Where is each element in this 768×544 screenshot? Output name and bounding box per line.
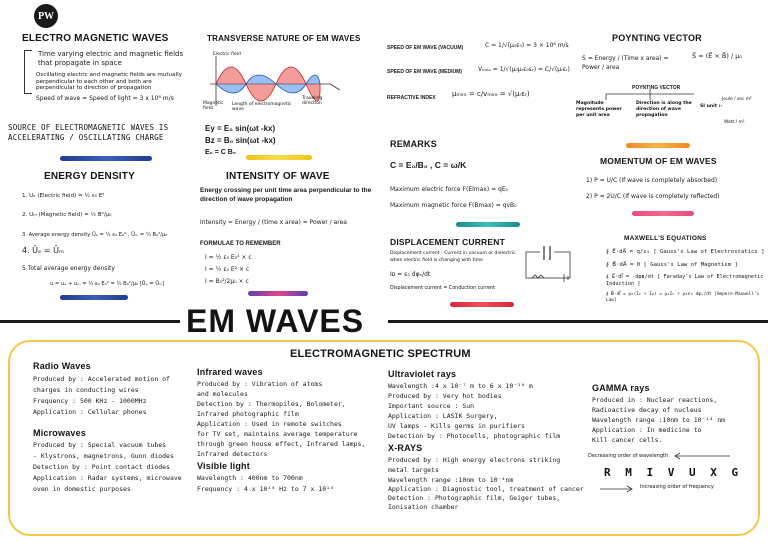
banner-title: EM WAVES [186,303,365,339]
visible-title: Visible light [197,461,250,471]
em-item-1: Time varying electric and magnetic fields that propagate in space [38,50,184,67]
infrared-line-6: for TV set, maintains average temperature [197,430,358,438]
label-direction: Traveling direction [302,96,323,106]
infrared-line-7: through green house effect, Infrared lamps, [197,440,366,448]
speed-vacuum-formula: C = 1/√(μ₀ε₀) = 3 × 10⁸ m/s [485,42,569,49]
em-bracket [24,50,32,94]
uv-line-5: UV lamps - Kills germs in purifiers [388,422,525,430]
refractive-formula: μₘₑₔ = c/vₘₑₔ = √(μᵣεᵣ) [452,90,530,98]
poynting-subtitle: POYNTING VECTOR [632,85,681,91]
energy-item-6: u = uₑ + uₘ = ½ ε₀ E₀² = ½ B₀²/μ₀ [Ūₑ = Ūₘ] [50,281,165,287]
poynting-direction-note: Direction is along the direction of wave propagation [636,101,692,118]
order-frequency-label: Increasing order of frequency [640,484,714,490]
ultraviolet-title: Ultraviolet rays [388,369,457,379]
microwaves-title: Microwaves [33,428,87,438]
microwaves-line-2: - Klystrons, magnetrons, Gunn diodes [33,452,174,460]
infrared-line-2: and molecules [197,390,248,398]
intensity-item-3: I = B₀²/2μ₀ × c [205,278,249,285]
maxwell-eq-1: ∮ E⃗·dA⃗ = q/ε₀ [ Gauss's Law of Electrostatics ] [606,249,765,255]
microwaves-line-1: Produced by : Special vacuum tubes [33,441,167,449]
xrays-line-5: Detection : Photographic film, Geiger tubes, [388,494,561,502]
em-item-3: Speed of wave = Speed of light = 3 x 10⁸ m/s [36,95,174,102]
order-wavelength-label: Decreasing order of wavelength [588,453,669,459]
energy-item-5: 5 Total average energy density [22,265,115,272]
label-wavelength: Length of electromagnetic wave [232,102,292,112]
xrays-title: X-RAYS [388,443,423,453]
intensity-item-2: I = ½ ε₀ E² × c [205,266,250,273]
intensity-item-1: I = ½ ε₀ E₀² × c [205,254,252,261]
em-waves-title: ELECTRO MAGNETIC WAVES [22,33,169,44]
gamma-line-2: Radioactive decay of nucleus [592,406,702,414]
momentum-item-1: 1) P = U/C (If wave is completely absorbed) [586,177,718,184]
intensity-definition: Energy crossing per unit time area perpendicular to the direction of wave propagation [200,187,372,203]
arrow-left-icon [672,452,732,460]
xrays-line-6: Ionisation chamber [388,503,459,511]
label-electric-field: Electric field [213,52,241,57]
infrared-line-8: Infrared detectors [197,450,268,458]
infrared-line-5: Application : Used in remote switches [197,420,342,428]
em-source-text: SOURCE OF ELECTROMAGNETIC WAVES IS ACCELERATING / OSCILLATING CHARGE [8,123,169,142]
momentum-title: MOMENTUM OF EM WAVES [600,156,717,166]
poynting-si-unit-1: Joule / sec m² [722,97,752,102]
visible-line-2: Frequency : 4 x 10¹⁴ Hz to 7 x 10¹⁴ [197,485,334,493]
gamma-title: GAMMA rays [592,383,650,393]
speed-medium-label: SPEED OF EM WAVE (MEDIUM) [387,69,462,75]
infrared-line-3: Detection by : Thermopiles, Bolometer, [197,400,346,408]
gamma-line-5: Kill cancer cells. [592,436,663,444]
poynting-formula-s: S = Energy / (Time x area) = Power / area [582,55,669,71]
remarks-title: REMARKS [390,139,437,149]
uv-line-3: Important source : Sun [388,402,475,410]
gamma-line-1: Produced in : Nuclear reactions, [592,396,718,404]
displacement-formula: Iᴅ = ε₀ dφₑ/dt [390,271,431,278]
poynting-si-label: SI unit :- [700,104,723,109]
poynting-accent-bar [626,143,690,148]
uv-line-4: Application : LASIK Surgery, [388,412,498,420]
microwaves-line-4: Application : Radar systems, microwave [33,474,182,482]
energy-density-title: ENERGY DENSITY [44,171,135,182]
capacitor-circuit-diagram [520,244,576,288]
maxwell-eq-3: ∮ E⃗·dl⃗ = -dφʙ/dt [ Faraday's Law of Electromagnetic Induction ] [606,274,764,287]
radio-line-3: Frequency : 500 KHz - 1000MHz [33,397,147,405]
transverse-accent-bar [246,155,312,160]
microwaves-line-5: oven in domestic purposes [33,485,131,493]
radio-line-1: Produced by : Accelerated motion of [33,375,170,383]
spectrum-title: ELECTROMAGNETIC SPECTRUM [290,348,471,360]
xrays-line-3: Wavelength range :10nm to 10⁻⁴nm [388,476,514,484]
poynting-si-unit-2: Watt / m² [724,120,745,125]
microwaves-line-3: Detection by : Point contact diodes [33,463,170,471]
intensity-accent-bar [248,291,308,296]
infrared-line-4: Infrared photographic film [197,410,299,418]
transverse-eq-1: Ey = E₀ sin(ωt -kx) [205,124,276,133]
poynting-formula-vec: S⃗ = (E⃗ × B⃗) / μ₀ [692,52,742,60]
gamma-line-4: Application : In medicine to [592,426,702,434]
energy-item-2: 2. Uₘ (Magnetic field) = ½ B²/μ₀ [22,212,112,218]
logo-letters: PW [37,10,55,22]
displacement-accent-bar [450,302,514,307]
visible-line-1: Wavelength : 400nm to 700nm [197,474,303,482]
remarks-item-1: Maximum electric force F(Elmax) = qE₀ [390,186,509,193]
pw-logo [34,4,58,28]
displacement-title: DISPLACEMENT CURRENT [390,237,505,247]
xrays-line-2: metal targets [388,466,439,474]
displacement-definition: Displacement current - Current in vacuum or dielectric when electric field is changing with time [390,251,516,263]
maxwell-title: MAXWELL'S EQUATIONS [624,235,707,242]
xrays-line-4: Application : Diagnostic tool, treatment of cancer [388,485,584,493]
radio-title: Radio Waves [33,361,91,371]
intensity-title: INTENSITY OF WAVE [226,171,330,182]
banner-rule-right [388,320,768,323]
label-magnetic-field: Magnetic field [203,101,224,111]
remarks-formula: C = E₀/B₀ , C = ω/K [390,160,467,170]
infrared-line-1: Produced by : Vibration of atoms [197,380,323,388]
poynting-title: POYNTING VECTOR [612,33,702,43]
maxwell-eq-4: ∮ B⃗·dl⃗ = μ₀(Iᴄ + Iᴅ) = μ₀Iᴄ + μ₀ε₀ dφₑ/dt [Ampere-Maxwell's Law] [606,292,760,303]
uv-line-6: Detection by : Photocells, photographic film [388,432,561,440]
maxwell-eq-2: ∮ B⃗·dA⃗ = 0 [ Gauss's Law of Magnetism ] [606,262,738,268]
transverse-title: TRANSVERSE NATURE OF EM WAVES [207,34,361,43]
radio-line-2: charges in conducting wires [33,386,139,394]
remarks-item-2: Maximum magnetic force F(Bmax) = qvB₀ [390,202,517,209]
displacement-note: Displacement current = Conduction current [390,286,495,291]
energy-top-bar [60,156,152,161]
gamma-line-3: Wavelength range :10nm to 10⁻¹⁴ nm [592,416,726,424]
radio-line-4: Application : Cellular phones [33,408,147,416]
banner-rule-left [0,320,180,323]
arrow-right-icon [598,485,634,493]
transverse-eq-2: Bz = B₀ sin(ωt -kx) [205,136,276,145]
poynting-tree-lines [600,89,700,101]
poynting-magnitude-note: Magnitude represents power per unit area [576,101,622,118]
energy-item-1: 1. Uₑ (Electric field) = ½ ε₀ E² [22,193,105,199]
energy-item-4: 4. Ūₑ = Ūₘ [22,246,64,255]
xrays-line-1: Produced by : High energy electrons striking [388,456,561,464]
energy-accent-bar [60,295,128,300]
intensity-formula: Intensity = Energy / (time x area) = Power / area [200,219,347,226]
momentum-accent-bar [632,211,694,216]
intensity-remember: FORMULAE TO REMEMBER [200,241,281,247]
order-letters: R M I V U X G [604,466,743,479]
remarks-accent-bar [456,222,520,227]
momentum-item-2: 2) P = 2U/C (If wave is completely reflected) [586,193,720,200]
speed-medium-formula: Vₘₑₔ = 1/√(μ₀μᵣε₀εᵣ) = C/√(μᵣεᵣ) [478,66,570,73]
em-item-2: Oscillating electric and magnetic fields are mutually perpendicular to each other and both are perpendicular to direction of propagation [36,72,183,91]
speed-vacuum-label: SPEED OF EM WAVE (VACUUM) [387,45,464,51]
transverse-eq-3: E₀ = C B₀ [205,149,237,156]
uv-line-2: Produced by : Very hot bodies [388,392,502,400]
energy-item-3: 3. Average energy density Ūₑ = ¼ ε₀ E₀² , Ūₘ = ¼ B₀²/μ₀ [22,232,168,238]
uv-line-1: Wavelength :4 x 10⁻⁷ m to 6 x 10⁻¹⁰ m [388,382,533,390]
refractive-label: REFRACTIVE INDEX [387,95,436,101]
infrared-title: Infrared waves [197,367,263,377]
